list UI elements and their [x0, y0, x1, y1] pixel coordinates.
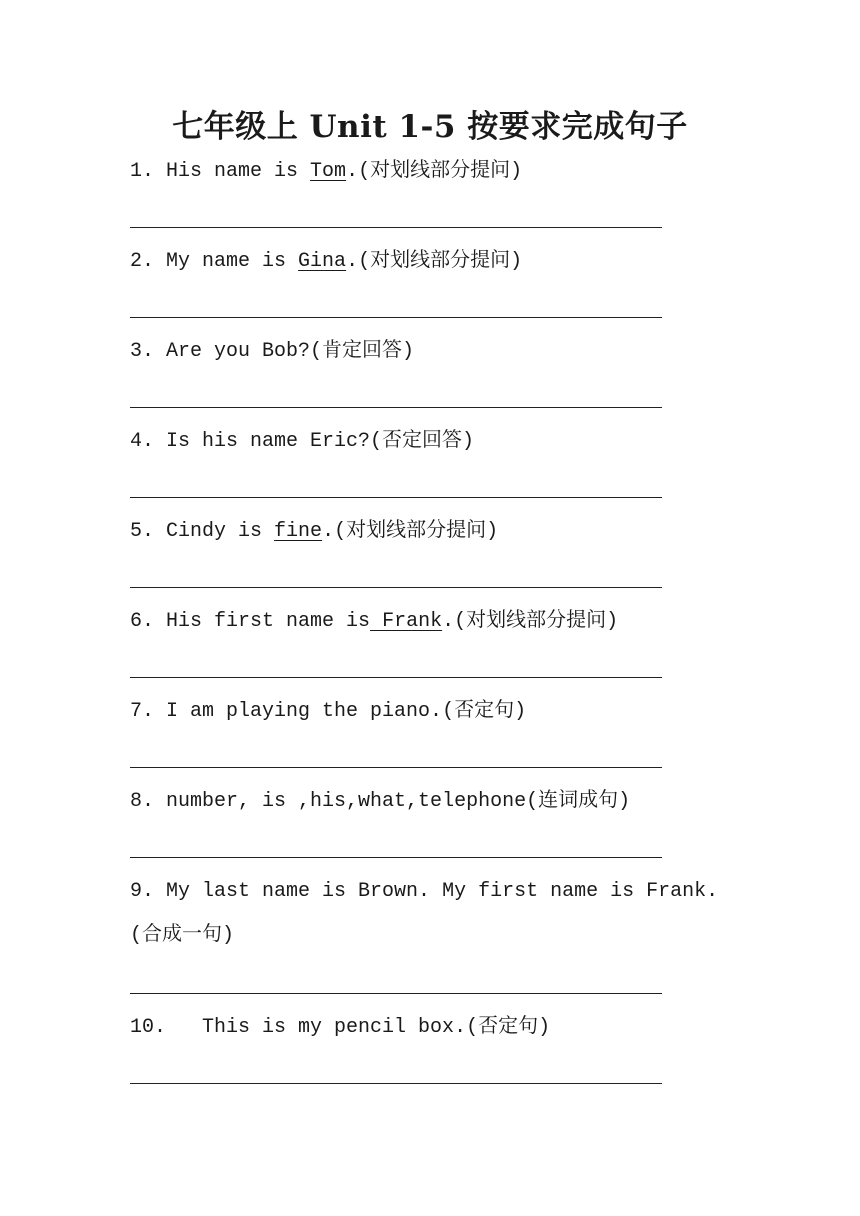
underlined-word: Gina: [298, 250, 347, 273]
answer-line-10[interactable]: [130, 1083, 662, 1084]
question-1: [130, 150, 730, 194]
answer-line-3[interactable]: [130, 407, 662, 408]
question-4: [130, 420, 730, 464]
question-text: This is my pencil box.(否定句): [166, 1016, 551, 1039]
answer-line-7[interactable]: [130, 767, 662, 768]
question-text: Are you Bob?(肯定回答): [154, 340, 415, 363]
question-10: [130, 1006, 730, 1050]
question-5: [130, 510, 730, 554]
question-7: [130, 690, 730, 734]
question-instruction: .(对划线部分提问): [346, 250, 523, 273]
answer-line-1[interactable]: [130, 227, 662, 228]
question-text: His name is: [154, 160, 311, 183]
question-text: His first name is: [154, 610, 371, 633]
question-instruction: .(对划线部分提问): [442, 610, 619, 633]
question-3: [130, 330, 730, 374]
question-6: [130, 600, 730, 644]
question-2: [130, 240, 730, 284]
question-text: Cindy is: [154, 520, 275, 543]
answer-line-9[interactable]: [130, 993, 662, 994]
question-number: 4.: [130, 430, 155, 453]
question-text: I am playing the piano.(否定句): [154, 700, 527, 723]
question-8: [130, 780, 730, 824]
question-number: 5.: [130, 520, 155, 543]
question-number: 1.: [130, 160, 155, 183]
question-number: 3.: [130, 340, 155, 363]
question-9: [130, 870, 730, 958]
question-instruction: .(对划线部分提问): [322, 520, 499, 543]
question-number: 6.: [130, 610, 155, 633]
question-number: 10.: [130, 1016, 167, 1039]
question-number: 2.: [130, 250, 155, 273]
underlined-word: Tom: [310, 160, 347, 183]
question-text: Is his name Eric?(否定回答): [154, 430, 475, 453]
answer-line-8[interactable]: [130, 857, 662, 858]
answer-line-6[interactable]: [130, 677, 662, 678]
answer-line-5[interactable]: [130, 587, 662, 588]
question-text: number, is ,his,what,telephone(连词成句): [154, 790, 631, 813]
underlined-word: Frank: [370, 610, 443, 633]
page-title: 七年级上 Unit 1-5 按要求完成句子: [172, 109, 688, 145]
answer-line-2[interactable]: [130, 317, 662, 318]
answer-line-4[interactable]: [130, 497, 662, 498]
question-text: My name is: [154, 250, 299, 273]
question-instruction: .(对划线部分提问): [346, 160, 523, 183]
question-text: My last name is Brown. My first name is Frank.(合成一句): [130, 880, 719, 947]
question-number: 8.: [130, 790, 155, 813]
question-number: 7.: [130, 700, 155, 723]
underlined-word: fine: [274, 520, 323, 543]
question-number: 9.: [130, 880, 155, 903]
